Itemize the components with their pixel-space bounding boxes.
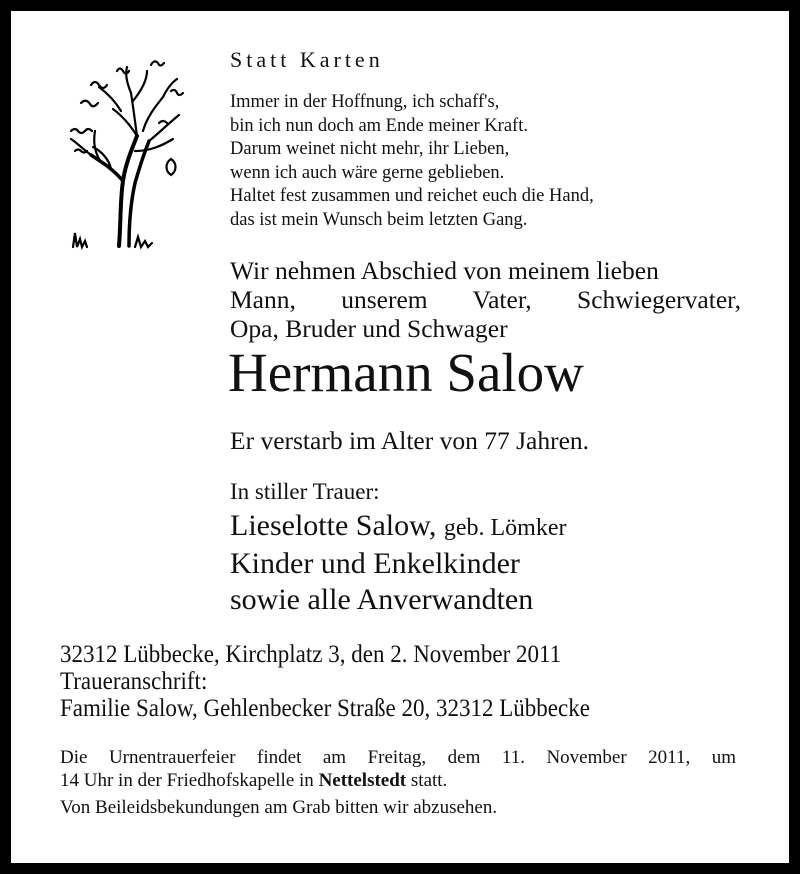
children-entry: Kinder und Enkelkinder	[230, 547, 520, 580]
mourning-address-label: Traueranschrift:	[60, 668, 208, 695]
deceased-name: Hermann Salow	[228, 342, 584, 403]
farewell-intro	[230, 256, 741, 343]
address-block	[60, 641, 590, 722]
relatives-entry: sowie alle Anverwandten	[230, 583, 534, 616]
condolence-note: Von Beileidsbekundungen am Grab bitten wir abzusehen.	[60, 797, 498, 818]
poem-line: bin ich nun doch am Ende meiner Kraft.	[230, 115, 528, 136]
poem-line: Immer in der Hoffnung, ich schaff's,	[230, 92, 500, 112]
notice-text: statt.	[406, 770, 448, 791]
obituary-card	[11, 11, 789, 863]
funeral-notice	[60, 746, 736, 819]
intro-line: Mann, unserem Vater, Schwiegervater,	[230, 285, 741, 314]
poem-line: das ist mein Wunsch beim letzten Gang.	[230, 209, 528, 230]
intro-line: Opa, Bruder und Schwager	[230, 314, 508, 343]
poem-line: Haltet fest zusammen und reichet euch die Hand,	[230, 186, 594, 206]
spouse-maiden-name: geb. Lömker	[443, 515, 567, 541]
location-name: Nettelstedt	[318, 770, 407, 791]
heading-statt-karten: Statt Karten	[230, 47, 384, 72]
tree-drawing-icon	[51, 51, 201, 251]
notice-text: 14 Uhr in der Friedhofskapelle in	[60, 770, 319, 791]
age-statement: Er verstarb im Alter von 77 Jahren.	[230, 426, 590, 455]
intro-line: Wir nehmen Abschied von meinem lieben	[230, 256, 659, 285]
place-date: 32312 Lübbecke, Kirchplatz 3, den 2. November 2011	[60, 641, 562, 668]
mourners-list	[230, 508, 566, 618]
poem	[230, 91, 594, 232]
mourning-label: In stiller Trauer:	[230, 479, 380, 504]
poem-line: wenn ich auch wäre gerne geblieben.	[230, 162, 505, 183]
mourning-address: Familie Salow, Gehlenbecker Straße 20, 32312 Lübbecke	[60, 695, 590, 722]
spouse-entry	[230, 508, 566, 546]
spouse-name: Lieselotte Salow,	[230, 509, 437, 542]
notice-line: Die Urnentrauerfeier findet am Freitag, dem 11. November 2011, um	[60, 747, 736, 768]
poem-line: Darum weinet nicht mehr, ihr Lieben,	[230, 139, 510, 159]
notice-line	[60, 769, 736, 792]
